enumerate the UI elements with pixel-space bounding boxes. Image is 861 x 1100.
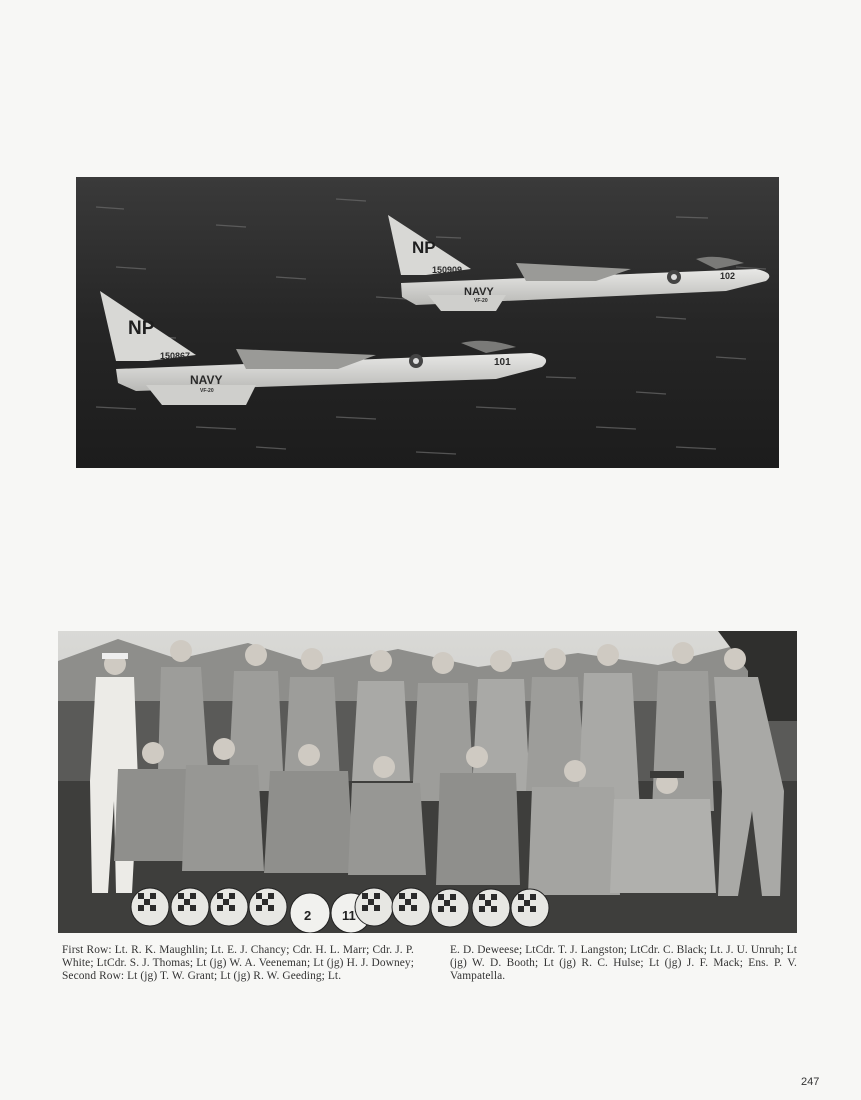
helmet-number: 2: [304, 908, 312, 923]
trail-jet-serial: 150909: [432, 265, 463, 275]
trail-jet-modex: 102: [720, 271, 736, 281]
trail-jet-squadron: VF-20: [474, 298, 488, 304]
helmet-number: 11: [342, 908, 356, 923]
caption-left-column: First Row: Lt. R. K. Maughlin; Lt. E. J. Chancy; Cdr. H. L. Marr; Cdr. J. P. White; LtCdr. S. J. Thomas; Lt (jg) W. A. Veeneman; Lt (jg) H. J. Downey; Second Row: Lt (jg) T. W. Grant; Lt (jg) R. W. Geeding; Lt.: [62, 944, 414, 982]
squadron-group-photo: [58, 631, 797, 933]
lead-jet-serial: 150867: [160, 351, 191, 361]
lead-jet-tail-code: NP: [128, 318, 155, 339]
aircraft-photo: [76, 177, 779, 468]
lead-jet-modex: 101: [494, 357, 511, 368]
caption-right-column: E. D. Deweese; LtCdr. T. J. Langston; LtCdr. C. Black; Lt. J. U. Unruh; Lt (jg) W. D. Booth; Lt (jg) R. C. Hulse; Lt (jg) J. F. Mack; Ens. P. V. Vampatella.: [450, 944, 797, 982]
lead-jet-squadron: VF-20: [200, 388, 214, 394]
lead-jet-service: NAVY: [190, 373, 223, 387]
trail-jet-tail-code: NP: [412, 238, 436, 257]
trail-jet-service: NAVY: [464, 286, 494, 298]
page-number: 247: [801, 1076, 820, 1088]
